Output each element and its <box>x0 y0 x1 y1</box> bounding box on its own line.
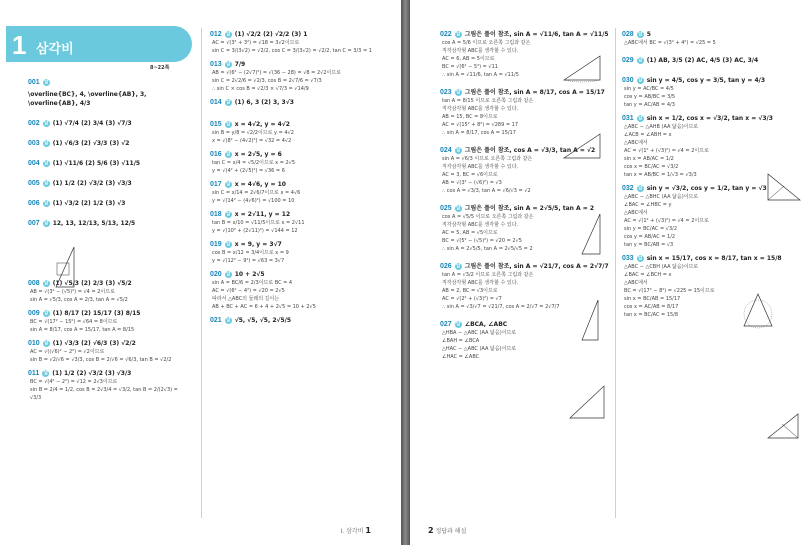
solution-line: AC = √(2² + (√3)²) = √7 <box>442 296 502 302</box>
problem-006 <box>28 199 188 214</box>
figure-space <box>28 168 188 174</box>
answer-badge-icon: 답 <box>455 147 461 153</box>
figure-space <box>210 107 390 115</box>
solution-line: sin C = x/14 = 2√6/7이므로 x = 4√6 <box>212 190 301 196</box>
answer-badge-icon: 답 <box>43 310 49 316</box>
solution-line: △ABC ∽ △AHB (AA 닮음)이므로 <box>624 124 699 130</box>
answer-badge-icon: 답 <box>225 181 231 187</box>
problem-number: 002 <box>28 120 40 127</box>
solution-line: BC = √(6² − 5²) = √11 <box>442 64 498 70</box>
chapter-number: 1 <box>12 30 27 60</box>
problem-header <box>622 254 792 263</box>
answer-badge-icon: 답 <box>225 61 231 67</box>
solution-line: sin A = √6/3 이므로 오른쪽 그림과 같은 <box>442 156 533 162</box>
solution-line: AC = √(1² + (√3)²) = √4 = 2이므로 <box>624 218 709 224</box>
problem-answer: (1) √3/2 (2) 1/2 (3) √3 <box>52 200 126 207</box>
solution-line: ∴ sin A = √3/√7 = √21/7, cos A = 2/√7 = 2√7/7 <box>442 304 560 310</box>
solution-line: sin A = BC/6 = 2/3이므로 BC = 4 <box>212 280 293 286</box>
problem-answer: \overline{BC}, 4, \overline{AB}, 3, \overline{AB}, 4/3 <box>28 91 147 107</box>
problem-answer: x = 2√5, y = 6 <box>234 151 282 158</box>
problem-number: 014 <box>210 99 222 106</box>
problem-number: 027 <box>440 321 452 328</box>
problem-number: 028 <box>622 31 634 38</box>
problem-header <box>210 30 390 39</box>
problem-answer: sin x = 1/2, cos x = √3/2, tan x = √3/3 <box>646 115 773 122</box>
problem-number: 021 <box>210 317 222 324</box>
solution-line: tan A = √3/2 이므로 오른쪽 그림과 같은 <box>442 272 534 278</box>
problem-number: 025 <box>440 205 452 212</box>
problem-016 <box>210 150 390 175</box>
problem-number: 007 <box>28 220 40 227</box>
solution-line: ∴ sin A = 8/17, cos A = 15/17 <box>442 130 516 136</box>
problem-number: 012 <box>210 31 222 38</box>
answer-badge-icon: 답 <box>455 263 461 269</box>
problem-answer: √5, √5, √5, 2√5/5 <box>234 317 292 324</box>
problem-header <box>210 180 390 189</box>
solution-line: △HAC ∽ △ABC (AA 닮음)이므로 <box>442 346 517 352</box>
solution-line: tan x = AB/BC = 1/√3 = √3/3 <box>624 172 697 178</box>
answer-badge-icon: 답 <box>455 321 461 327</box>
solution-line: cos A = 5/6 이므로 오른쪽 그림과 같은 <box>442 40 531 46</box>
problem-001 <box>28 78 188 114</box>
solution-line: △ABC에서 <box>624 210 648 216</box>
solution-line: AC = 5, AB = √5이므로 <box>442 230 498 236</box>
answer-badge-icon: 답 <box>225 151 231 157</box>
problem-015 <box>210 120 390 145</box>
left-page-number: 1 <box>365 526 371 535</box>
solution-line: BC = √(4² − 2²) = √12 = 2√3이므로 <box>30 379 118 385</box>
problem-header <box>28 309 188 318</box>
answer-badge-icon: 답 <box>43 160 49 166</box>
solution-line: cos A = √5/5 이므로 오른쪽 그림과 같은 <box>442 214 534 220</box>
problem-number: 003 <box>28 140 40 147</box>
problem-answer: 12, 13, 12/13, 5/13, 12/5 <box>52 220 136 227</box>
triangle-figure-025 <box>578 296 604 344</box>
solution-line: tan C = x/4 = √5/2이므로 x = 2√5 <box>212 160 296 166</box>
triangle-figure-022 <box>560 50 608 84</box>
figure-space <box>622 65 792 71</box>
solution-line: 직각삼각형 ABC를 생각할 수 있다. <box>442 106 519 112</box>
problem-005 <box>28 179 188 194</box>
solution-line: sin B = y/8 = √2/2이므로 y = 4√2 <box>212 130 294 136</box>
solution-line: sin B = 2/4 = 1/2, cos B = 2√3/4 = √3/2, tan B = 2/(2√3) = √3/3 <box>30 387 178 401</box>
problem-answer: 그림은 풀이 참조, sin A = √11/6, tan A = √11/5 <box>464 31 609 38</box>
problem-028 <box>622 30 792 51</box>
problem-header <box>210 270 390 279</box>
solution-line: tan y = AC/AB = 4/3 <box>624 102 675 108</box>
problem-answer: (1) 1/2 (2) √3/2 (3) √3/3 <box>52 370 132 377</box>
solution-line: ∴ cos A = √3/3, tan A = √6/√3 = √2 <box>442 188 531 194</box>
problem-030 <box>622 76 792 109</box>
solution-line: y = √(14² − (4√6)²) = √100 = 10 <box>212 198 295 204</box>
solution-line: AC = √(1² + (√3)²) = √4 = 2이므로 <box>624 148 709 154</box>
figure-space <box>28 148 188 154</box>
answer-badge-icon: 답 <box>43 79 49 85</box>
answer-badge-icon: 답 <box>225 121 231 127</box>
answer-column-b <box>210 30 390 330</box>
figure-space <box>622 47 792 51</box>
problem-header <box>28 369 188 378</box>
problem-answer: 그림은 풀이 참조, sin A = √21/7, cos A = 2√7/7 <box>464 263 609 270</box>
solution-line: tan A = 8/15 이므로 오른쪽 그림과 같은 <box>442 98 534 104</box>
problem-019 <box>210 240 390 265</box>
problem-header <box>210 120 390 129</box>
answer-badge-icon: 답 <box>43 180 49 186</box>
problem-header <box>622 114 792 123</box>
solution-line: AC = √((√6)² − 2²) = √2이므로 <box>30 349 105 355</box>
figure-space <box>28 208 188 214</box>
problem-number: 011 <box>28 370 40 377</box>
problem-002 <box>28 119 188 134</box>
problem-011 <box>28 369 188 402</box>
problem-answer: (1) √11/6 (2) 5/6 (3) √11/5 <box>52 160 141 167</box>
solution-line: AC = 3, BC = √6이므로 <box>442 172 498 178</box>
right-page-footer <box>428 526 466 535</box>
problem-004 <box>28 159 188 174</box>
solution-line: cos y = AB/BC = 3/5 <box>624 94 676 100</box>
solution-line: tan y = BC/AB = √3 <box>624 242 674 248</box>
solution-line: ∠HAC = ∠ABC <box>442 354 480 360</box>
solution-line: ∠ACB = ∠ABH = x <box>624 132 672 138</box>
triangle-figure-033 <box>764 410 802 442</box>
problem-header <box>622 30 792 39</box>
problem-number: 017 <box>210 181 222 188</box>
solution-line: sin y = BC/AC = √3/2 <box>624 226 678 232</box>
answer-badge-icon: 답 <box>637 115 643 121</box>
problem-021 <box>210 316 390 325</box>
problem-answer: x = 4√2, y = 4√2 <box>234 121 290 128</box>
solution-line: ∠BAC = ∠BCH = x <box>624 272 672 278</box>
solution-line: AB = 2, BC = √3이므로 <box>442 288 498 294</box>
problem-number: 005 <box>28 180 40 187</box>
problem-answer: x = 2√11, y = 12 <box>234 211 291 218</box>
solution-line: y = √(4² + (2√5)²) = √36 = 6 <box>212 168 285 174</box>
solution-line: BC = √(5² − (√5)²) = √20 = 2√5 <box>442 238 522 244</box>
problem-018 <box>210 210 390 235</box>
problem-header <box>28 219 188 228</box>
problem-header <box>28 139 188 148</box>
solution-line: 직각삼각형 ABC를 생각할 수 있다. <box>442 222 519 228</box>
solution-line: AC = √(6² − 4²) = √20 = 2√5 <box>212 288 285 294</box>
problem-answer: (1) 1/2 (2) √3/2 (3) √3/3 <box>52 180 132 187</box>
problem-answer: (1) AB, 3/5 (2) AC, 4/5 (3) AC, 3/4 <box>646 57 759 64</box>
answer-badge-icon: 답 <box>637 57 643 63</box>
solution-line: tan x = BC/AC = 15/8 <box>624 312 679 318</box>
solution-line: AC = √(15² + 8²) = √289 = 17 <box>442 122 519 128</box>
solution-line: sin A = 8/17, cos A = 15/17, tan A = 8/15 <box>30 327 135 333</box>
problem-answer: 7/9 <box>234 61 246 68</box>
problem-header <box>622 56 792 65</box>
problem-header <box>440 262 620 271</box>
problem-number: 018 <box>210 211 222 218</box>
solution-line: △ABC에서 BC = √(3² + 4²) = √25 = 5 <box>624 40 716 46</box>
answer-badge-icon: 답 <box>637 185 643 191</box>
problem-header <box>28 339 188 348</box>
problem-number: 032 <box>622 185 634 192</box>
solution-line: ∠BAC = ∠HBC = y <box>624 202 672 208</box>
problem-answer: sin y = 4/5, cos y = 3/5, tan y = 4/3 <box>646 77 765 84</box>
problem-header <box>210 210 390 219</box>
problem-number: 013 <box>210 61 222 68</box>
problem-answer: sin x = 15/17, cos x = 8/17, tan x = 15/8 <box>646 255 782 262</box>
problem-answer: (1) √3/3 (2) √6/3 (3) √2/2 <box>52 340 136 347</box>
problem-header <box>210 150 390 159</box>
problem-029 <box>622 56 792 71</box>
problem-010 <box>28 339 188 364</box>
footer-section-label: I. 삼각비 <box>340 528 364 535</box>
answer-badge-icon: 답 <box>43 120 49 126</box>
problem-012 <box>210 30 390 55</box>
problem-answer: 그림은 풀이 참조, cos A = √3/3, tan A = √2 <box>464 147 596 154</box>
figure-space <box>440 195 620 199</box>
answer-badge-icon: 답 <box>225 271 231 277</box>
left-page <box>0 0 401 545</box>
answer-badge-icon: 답 <box>225 99 231 105</box>
problem-number: 030 <box>622 77 634 84</box>
answer-badge-icon: 답 <box>225 211 231 217</box>
answer-badge-icon: 답 <box>637 31 643 37</box>
problem-number: 029 <box>622 57 634 64</box>
solution-line: ∴ sin C × cos B = √2/3 × √7/3 = √14/9 <box>212 86 309 92</box>
problem-number: 031 <box>622 115 634 122</box>
problem-number: 008 <box>28 280 40 287</box>
solution-line: 직각삼각형 ABC를 생각할 수 있다. <box>442 280 519 286</box>
problem-number: 010 <box>28 340 40 347</box>
problem-answer: (1) √7/4 (2) 3/4 (3) √7/3 <box>52 120 132 127</box>
problem-header <box>28 78 188 108</box>
problem-017 <box>210 180 390 205</box>
triangle-figure-026 <box>566 382 610 422</box>
answer-badge-icon: 답 <box>43 140 49 146</box>
chapter-tab <box>6 26 192 62</box>
problem-number: 026 <box>440 263 452 270</box>
problem-answer: 그림은 풀이 참조, sin A = 2√5/5, tan A = 2 <box>464 205 595 212</box>
solution-line: sin C = 3/(3√2) = √2/2, cos C = 3/(3√2) = √2/2, tan C = 3/3 = 1 <box>212 48 372 54</box>
problem-answer: (1) √5/3 (2) 2/3 (3) √5/2 <box>52 280 132 287</box>
problem-number: 009 <box>28 310 40 317</box>
solution-line: AB = √(3² − (√5)²) = √4 = 2이므로 <box>30 289 115 295</box>
problem-number: 001 <box>28 79 40 86</box>
book-gutter <box>401 0 410 545</box>
problem-number: 020 <box>210 271 222 278</box>
solution-line: sin B = √2/√6 = √3/3, cos B = 2/√6 = √6/3, tan B = √2/2 <box>30 357 172 363</box>
problem-number: 024 <box>440 147 452 154</box>
problem-answer: (1) √6/3 (2) √3/3 (3) √2 <box>52 140 130 147</box>
solution-line: y = √(12² − 9²) = √63 = 3√7 <box>212 258 285 264</box>
solution-line: 따라서 △ABC의 둘레의 길이는 <box>212 296 280 302</box>
answer-badge-icon: 답 <box>225 317 231 323</box>
problem-014 <box>210 98 390 115</box>
solution-line: sin y = AC/BC = 4/5 <box>624 86 674 92</box>
problem-answer: (1) √2/2 (2) √2/2 (3) 1 <box>234 31 308 38</box>
solution-line: 직각삼각형 ABC를 생각할 수 있다. <box>442 164 519 170</box>
problem-header <box>28 119 188 128</box>
solution-line: cos x = BC/AC = √3/2 <box>624 164 679 170</box>
solution-line: △ABC에서 <box>624 140 648 146</box>
answer-badge-icon: 답 <box>455 31 461 37</box>
triangle-figure-007 <box>52 243 78 289</box>
problem-header <box>210 316 390 325</box>
problem-003 <box>28 139 188 154</box>
problem-answer: 그림은 풀이 참조, sin A = 8/17, cos A = 15/17 <box>464 89 605 96</box>
problem-number: 019 <box>210 241 222 248</box>
solution-line: AB = √(6² − (2√7)²) = √(36 − 28) = √8 = 2√2이므로 <box>212 70 342 76</box>
problem-header <box>440 88 620 97</box>
problem-answer: 10 + 2√5 <box>234 271 265 278</box>
solution-line: ∴ sin A = √11/6, tan A = √11/5 <box>442 72 519 78</box>
problem-number: 022 <box>440 31 452 38</box>
triangle-figure-023 <box>560 130 606 162</box>
solution-line: AB = 15, BC = 8이므로 <box>442 114 498 120</box>
column-divider <box>201 28 202 518</box>
answer-badge-icon: 답 <box>43 220 49 226</box>
solution-line: △ABC ∽ △CBH (AA 닮음)이므로 <box>624 264 699 270</box>
solution-line: y = √(10² + (2√11)²) = √144 = 12 <box>212 228 298 234</box>
solution-line: △HBA ∽ △ABC (AA 닮음)이므로 <box>442 330 517 336</box>
answer-badge-icon: 답 <box>455 89 461 95</box>
answer-badge-icon: 답 <box>43 200 49 206</box>
problem-020 <box>210 270 390 311</box>
problem-header <box>210 98 390 107</box>
solution-line: ∠BAH = ∠BCA <box>442 338 480 344</box>
problem-answer: x = 4√6, y = 10 <box>234 181 286 188</box>
answer-badge-icon: 답 <box>637 77 643 83</box>
problem-009 <box>28 309 188 334</box>
answer-badge-icon: 답 <box>637 255 643 261</box>
solution-line: sin A = √5/3, cos A = 2/3, tan A = √5/2 <box>30 297 128 303</box>
problem-number: 033 <box>622 255 634 262</box>
solution-line: cos B = x/12 = 3/4이므로 x = 9 <box>212 250 289 256</box>
solution-line: cos x = AC/AB = 8/17 <box>624 304 679 310</box>
left-page-footer <box>341 526 371 535</box>
problem-number: 023 <box>440 89 452 96</box>
solution-line: ∴ sin A = 2√5/5, tan A = 2√5/√5 = 2 <box>442 246 533 252</box>
triangle-figure-032 <box>740 290 776 332</box>
problem-number: 016 <box>210 151 222 158</box>
problem-number: 015 <box>210 121 222 128</box>
answer-badge-icon: 답 <box>43 340 49 346</box>
problem-answer: (1) 8/17 (2) 15/17 (3) 8/15 <box>52 310 141 317</box>
chapter-page-range: 8~22쪽 <box>150 65 170 71</box>
right-page <box>410 0 809 545</box>
solution-line: BC = √(17² − 8²) = √225 = 15이므로 <box>624 288 715 294</box>
problem-header <box>28 199 188 208</box>
solution-line: AB + BC + AC = 6 + 4 + 2√5 = 10 + 2√5 <box>212 304 316 310</box>
figure-space <box>28 128 188 134</box>
solution-line: sin x = BC/AB = 15/17 <box>624 296 681 302</box>
problem-header <box>28 159 188 168</box>
triangle-figure-031 <box>764 170 804 204</box>
problem-answer: x = 9, y = 3√7 <box>234 241 282 248</box>
answer-badge-icon: 답 <box>225 241 231 247</box>
problem-answer: ∠BCA, ∠ABC <box>464 321 508 328</box>
solution-line: BC = √(17² − 15²) = √64 = 8이므로 <box>30 319 118 325</box>
footer-book-label: 정답과 해설 <box>435 528 467 535</box>
solution-line: tan B = x/10 = √11/5이므로 x = 2√11 <box>212 220 305 226</box>
answer-badge-icon: 답 <box>225 31 231 37</box>
answer-badge-icon: 답 <box>43 280 49 286</box>
solution-line: AC = √(3² + 3²) = √18 = 3√2이므로 <box>212 40 300 46</box>
answer-badge-icon: 답 <box>455 205 461 211</box>
problem-header <box>210 60 390 69</box>
answer-badge-icon: 답 <box>43 370 49 376</box>
problem-header <box>440 30 620 39</box>
triangle-figure-024 <box>578 210 606 258</box>
solution-line: △ABC에서 <box>624 280 648 286</box>
figure-space <box>28 108 188 114</box>
right-page-number: 2 <box>428 526 434 535</box>
problem-header <box>28 179 188 188</box>
problem-answer: sin y = √3/2, cos y = 1/2, tan y = √3 <box>646 185 767 192</box>
problem-answer: (1) 6, 3 (2) 3, 3√3 <box>234 99 294 106</box>
solution-line: △ABC ∽ △BHC (AA 닮음)이므로 <box>624 194 699 200</box>
problem-number: 006 <box>28 200 40 207</box>
problem-header <box>210 240 390 249</box>
chapter-title: 삼각비 <box>36 42 74 57</box>
solution-line: 직각삼각형 ABC를 생각할 수 있다. <box>442 48 519 54</box>
figure-space <box>28 188 188 194</box>
solution-line: AC = 6, AB = 5이므로 <box>442 56 495 62</box>
problem-number: 004 <box>28 160 40 167</box>
solution-line: sin x = AB/AC = 1/2 <box>624 156 674 162</box>
solution-line: AB = √(3² − (√6)²) = √3 <box>442 180 502 186</box>
problem-answer: 5 <box>646 31 651 38</box>
solution-line: sin C = 2√2/6 = √2/3, cos B = 2√7/6 = √7/3 <box>212 78 322 84</box>
solution-line: x = √(8² − (4√2)²) = √32 = 4√2 <box>212 138 292 144</box>
problem-header <box>622 76 792 85</box>
solution-line: cos y = AB/AC = 1/2 <box>624 234 676 240</box>
problem-013 <box>210 60 390 93</box>
